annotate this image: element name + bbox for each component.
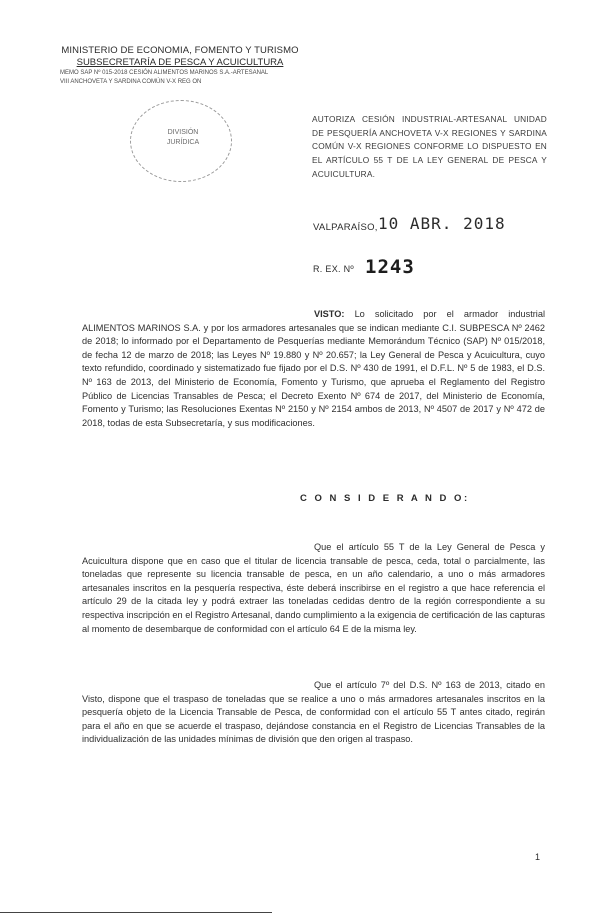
resolution-subject: AUTORIZA CESIÓN INDUSTRIAL-ARTESANAL UNIDAD DE PESQUERÍA ANCHOVETA V-X REGIONES Y SARDINA COMÚN V-X REGIONES CONFORME LO DISPUESTO EN EL ARTÍCULO 55 T DE LA LEY GENERAL DE PESCA Y ACUICULTURA. <box>312 114 547 179</box>
memo-reference: MEMO SAP Nº 015-2018 CESIÓN ALIMENTOS MARINOS S.A.-ARTESANAL <box>60 70 269 76</box>
considerando-paragraph-2: Que el artículo 7º del D.S. Nº 163 de 2013, citado en Visto, dispone que el traspaso de toneladas que se realice a uno o más armadores artesanales inscritos en la pesquería objeto de la Licencia Transable de Pesca, de conformidad con el artículo 55 T antes citado, regirán para el año en que se acuerde el traspaso, dejándose constancia en el Registro de Licencias Transables de la individualización de las unidades mínimas de división que den origen al traspaso. <box>82 680 545 745</box>
memo-reference-line2: VIII ANCHOVETA Y SARDINA COMÚN V-X REG ON <box>60 79 202 85</box>
stamp-text <box>148 128 218 148</box>
resolution-date: 10 ABR. 2018 <box>378 214 506 233</box>
page-number: 1 <box>535 852 541 862</box>
letterhead <box>60 45 300 87</box>
resolution-number: 1243 <box>365 256 415 278</box>
subsecretaria-name: SUBSECRETARÍA DE PESCA Y ACUICULTURA <box>76 57 284 68</box>
considerando-paragraph-1: Que el artículo 55 T de la Ley General de Pesca y Acuicultura dispone que en caso que el titular de licencia transable de pesca, ceda, total o parcialmente, las toneladas que represente su licencia transable de pesca, en un año calendario, a uno o más armadores artesanales inscritos en la pesquería respectiva, éste deberá inscribirse en el registro a que hace referencia el artículo 29 de la citada ley y podrá extraer las toneladas cedidas dentro de la región correspondiente a su respectiva inscripción en el Registro Artesanal, dando cumplimiento a la exigencia de certificación de las capturas al momento de desembarque de conformidad con el artículo 64 E de la misma ley. <box>82 542 545 634</box>
footer-rule <box>0 912 272 913</box>
visto-paragraph <box>82 308 545 430</box>
stamp-line-2: JURÍDICA <box>166 139 200 146</box>
stamp-line-1: DIVISIÓN <box>167 129 199 136</box>
considerando-heading: C O N S I D E R A N D O: <box>300 493 470 504</box>
ministry-name: MINISTERIO DE ECONOMIA, FOMENTO Y TURISMO <box>61 45 299 56</box>
place-label: VALPARAÍSO, <box>313 222 378 233</box>
visto-label: VISTO: <box>314 309 345 319</box>
resolution-number-label: R. EX. Nº <box>313 264 354 274</box>
visto-text: Lo solicitado por el armador industrial ALIMENTOS MARINOS S.A. y por los armadores artesanales que se indican mediante C.I. SUBPESCA Nº 2462 de 2018; lo informado por el Departamento de Pesquerías mediante Memorándum Técnico (SAP) Nº 015/2018, de fecha 12 de marzo de 2018; las Leyes Nº 19.880 y Nº 20.657; la Ley General de Pesca y Acuicultura, cuyo texto refundido, coordinado y sistematizado fue fijado por el D.S. Nº 430 de 1991, el D.F.L. Nº 5 de 1983, el D.S. Nº 163 de 2013, del Ministerio de Economía, Fomento y Turismo, que aprueba el Reglamento del Registro Público de Licencias Transables de Pesca; el Decreto Exento Nº 674 de 2017, del Ministerio de Economía, Fomento y Turismo; las Resoluciones Exentas Nº 2150 y Nº 2154 ambos de 2013, Nº 4507 de 2017 y Nº 472 de 2018, todas de esta Subsecretaría, y sus modificaciones. <box>82 309 545 428</box>
